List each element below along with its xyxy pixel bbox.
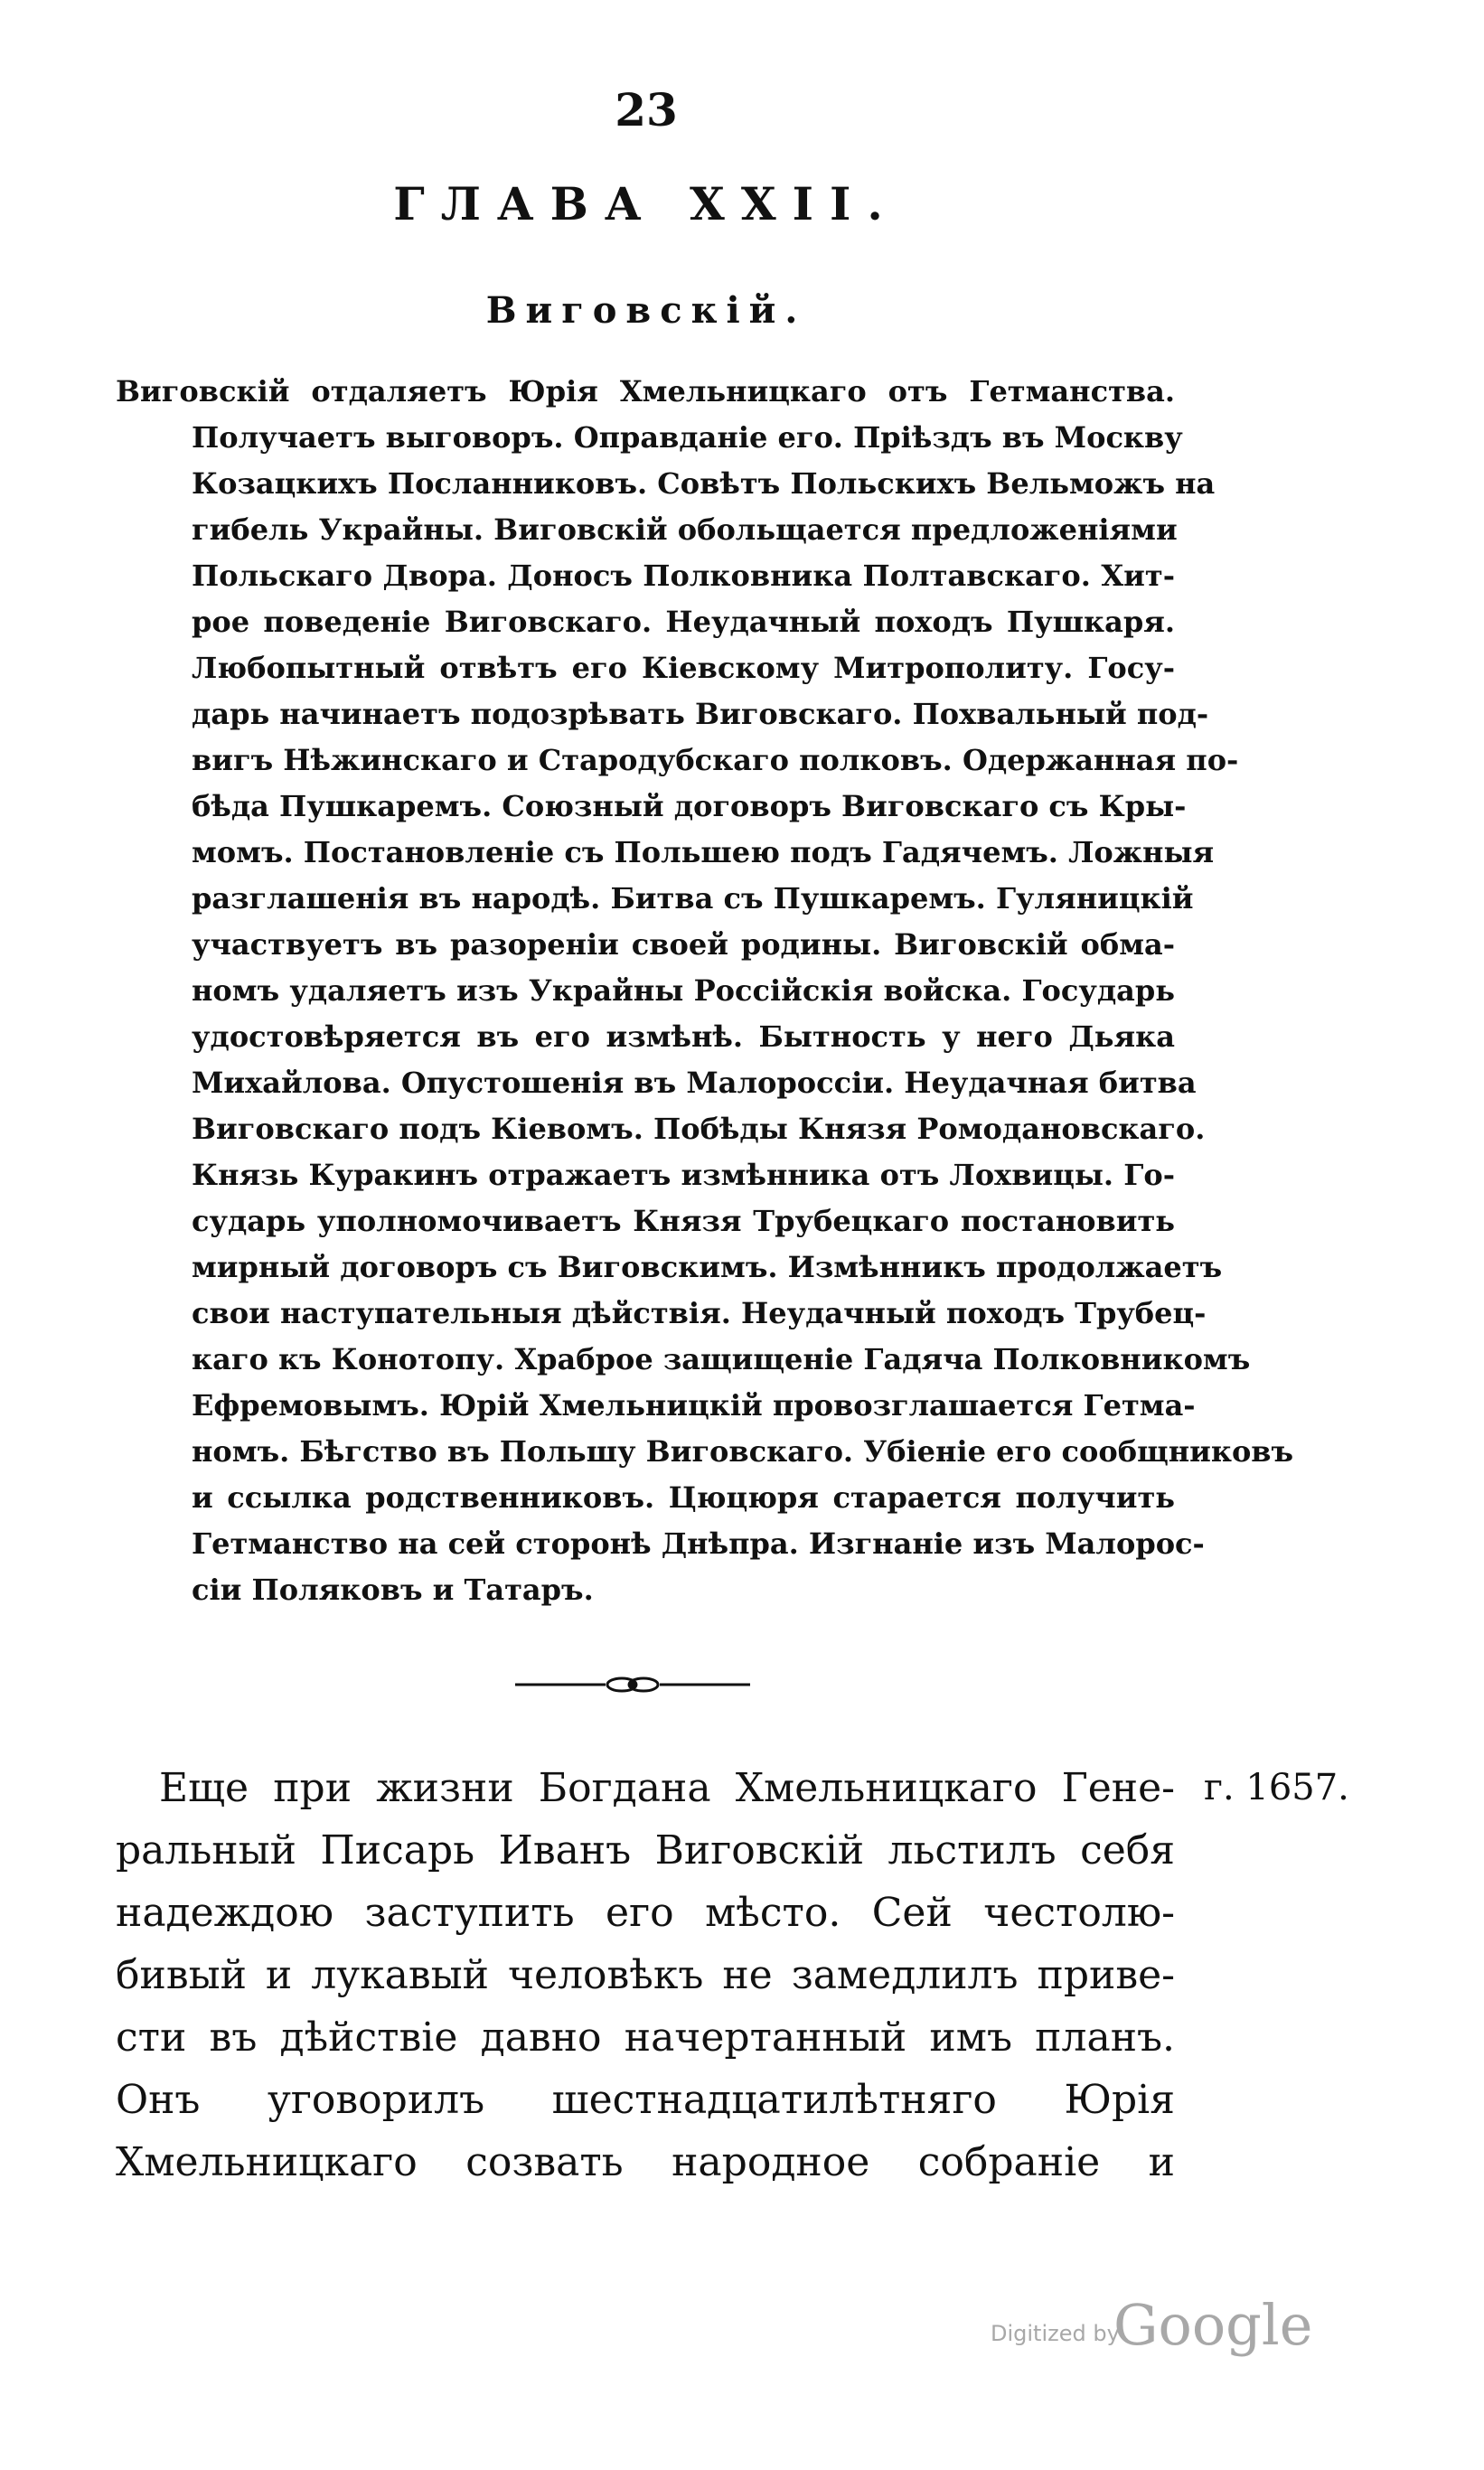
body-text: [116, 1757, 1175, 2193]
chapter-summary: [116, 369, 1294, 1613]
summary-line: номъ удаляетъ изъ Украйны Россійскія войска. Государь: [192, 973, 1175, 1008]
watermark-caption: Digitized by: [991, 2321, 1120, 2346]
summary-line: каго къ Конотопу. Храброе защищеніе Гадяча Полковникомъ: [192, 1342, 1251, 1376]
summary-line: сіи Поляковъ и Татаръ.: [192, 1573, 594, 1607]
body-line: ральный Писарь Иванъ Виговскій льстилъ себя: [116, 1827, 1175, 1874]
summary-line: гибель Украйны. Виговскій обольщается предложеніями: [192, 512, 1178, 547]
body-line: бивый и лукавый человѣкъ не замедлилъ приве-: [116, 1952, 1175, 1998]
page-number: 23: [615, 83, 678, 136]
summary-line: Ефремовымъ. Юрій Хмельницкій провозглашается Гетма-: [192, 1388, 1196, 1423]
summary-line: Михайлова. Опустошенія въ Малороссіи. Неудачная битва: [192, 1066, 1197, 1100]
summary-line: и ссылка родственниковъ. Цюцюря старается получить: [192, 1480, 1175, 1515]
summary-line: сударь уполномочиваетъ Князя Трубецкаго постановить: [192, 1204, 1175, 1238]
chapter-subtitle: Виговскій.: [485, 289, 807, 332]
body-line: сти въ дѣйствіе давно начертанный имъ планъ.: [116, 2015, 1175, 2061]
summary-line: бѣда Пушкаремъ. Союзный договоръ Виговскаго съ Кры-: [192, 789, 1187, 823]
summary-line: момъ. Постановленіе съ Польшею подъ Гадячемъ. Ложныя: [192, 835, 1215, 869]
summary-line: Козацкихъ Посланниковъ. Совѣтъ Польскихъ Вельможъ на: [192, 466, 1216, 501]
summary-line: Польскаго Двора. Доносъ Полковника Полтавскаго. Хит-: [192, 559, 1175, 593]
digitized-watermark: [991, 2292, 1316, 2358]
summary-line: мирный договоръ съ Виговскимъ. Измѣнникъ продолжаетъ: [192, 1250, 1223, 1284]
margin-year-note: г. 1657.: [1204, 1767, 1349, 1808]
summary-line: свои наступательныя дѣйствія. Неудачный походъ Трубец-: [192, 1296, 1207, 1330]
summary-line: Виговскій отдаляетъ Юрія Хмельницкаго отъ Гетманства.: [116, 374, 1175, 409]
summary-line: участвуетъ въ разореніи своей родины. Виговскій обма-: [192, 927, 1175, 962]
summary-line: удостовѣряется въ его измѣнѣ. Бытность у него Дьяка: [192, 1019, 1175, 1054]
chapter-title: ГЛАВА XXII.: [393, 177, 899, 230]
body-line: надеждою заступить его мѣсто. Сей честолю-: [116, 1890, 1175, 1936]
summary-line: Гетманство на сей сторонѣ Днѣпра. Изгнаніе изъ Малорос-: [192, 1526, 1205, 1561]
summary-line: разглашенія въ народѣ. Битва съ Пушкаремъ. Гуляницкій: [192, 881, 1194, 916]
body-line: Хмельницкаго созвать народное собраніе и: [116, 2139, 1175, 2185]
summary-line: вигъ Нѣжинскаго и Стародубскаго полковъ. Одержанная по-: [192, 743, 1239, 777]
summary-line: рое поведеніе Виговскаго. Неудачный походъ Пушкаря.: [192, 605, 1175, 639]
summary-line: Князь Куракинъ отражаетъ измѣнника отъ Лохвицы. Го-: [192, 1158, 1175, 1192]
summary-line: Любопытный отвѣтъ его Кіевскому Митрополиту. Госу-: [192, 651, 1175, 685]
summary-line: Получаетъ выговоръ. Оправданіе его. Пріѣздъ въ Москву: [192, 420, 1183, 455]
body-line: Еще при жизни Богдана Хмельницкаго Гене-: [159, 1765, 1175, 1811]
summary-line: номъ. Бѣгство въ Польшу Виговскаго. Убіеніе его сообщниковъ: [192, 1434, 1294, 1469]
summary-line: дарь начинаетъ подозрѣвать Виговскаго. Похвальный под-: [192, 697, 1209, 731]
ornament-divider: [515, 1674, 750, 1695]
watermark-logo: Google: [1113, 2292, 1313, 2358]
summary-line: Виговскаго подъ Кіевомъ. Побѣды Князя Ромодановскаго.: [192, 1112, 1206, 1146]
body-line: Онъ уговорилъ шестнадцатилѣтняго Юрія: [116, 2077, 1175, 2123]
